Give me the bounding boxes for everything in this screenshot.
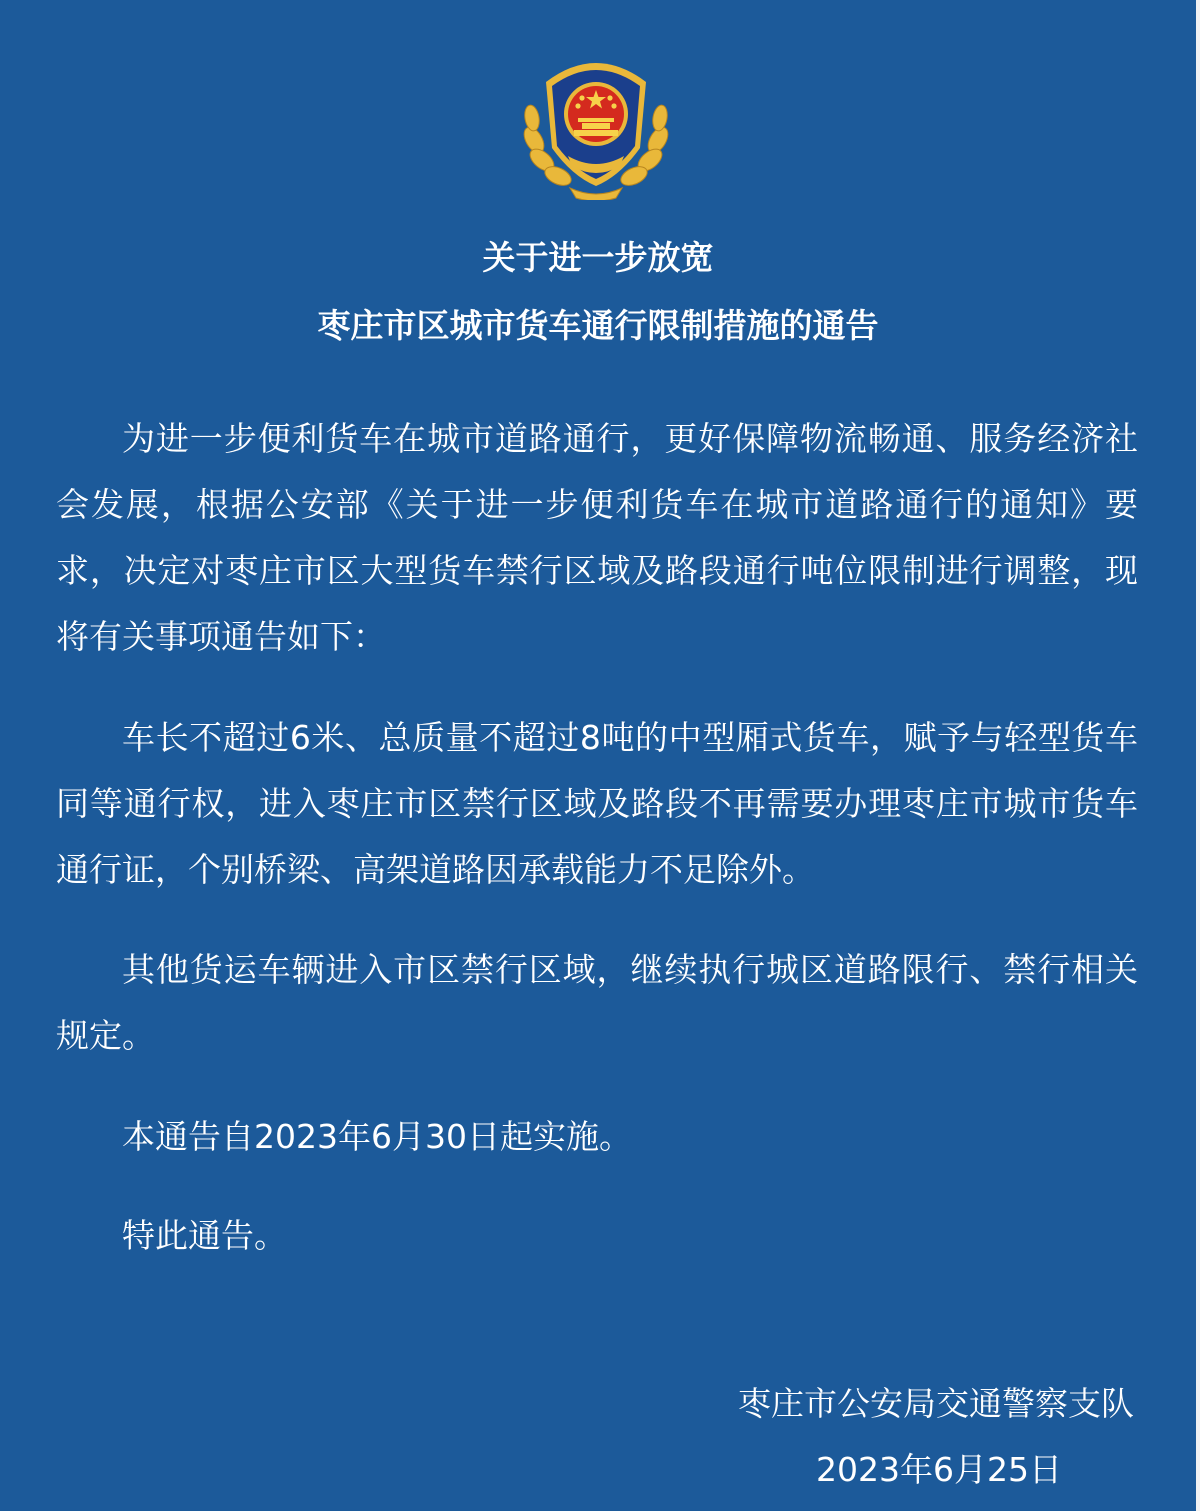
paragraph-other-vehicles: 其他货运车辆进入市区禁行区域，继续执行城区道路限行、禁行相关规定。 xyxy=(56,950,1138,1055)
paragraph-intro: 为进一步便利货车在城市道路通行，更好保障物流畅通、服务经济社会发展，根据公安部《关于进一步便利货车在城市道路通行的通知》要求，决定对枣庄市区大型货车禁行区域及路段通行吨位限制进行调整，现将有关事项通告如下： xyxy=(56,419,1138,656)
signature-date: 2023年6月25日 xyxy=(816,1450,1062,1489)
notice-title-line2: 枣庄市区城市货车通行限制措施的通告 xyxy=(317,306,879,345)
page-edge xyxy=(1196,0,1200,1511)
paragraph-effective-date: 本通告自2023年6月30日起实施。 xyxy=(122,1117,632,1156)
police-emblem-icon xyxy=(520,48,672,200)
paragraph-medium-trucks: 车长不超过6米、总质量不超过8吨的中型厢式货车，赋予与轻型货车同等通行权，进入枣庄市区禁行区域及路段不再需要办理枣庄市城市货车通行证，个别桥梁、高架道路因承载能力不足除外。 xyxy=(56,718,1138,889)
notice-title-line1: 关于进一步放宽 xyxy=(482,238,714,277)
paragraph-closing: 特此通告。 xyxy=(122,1216,287,1255)
signature-org: 枣庄市公安局交通警察支队 xyxy=(738,1384,1134,1423)
